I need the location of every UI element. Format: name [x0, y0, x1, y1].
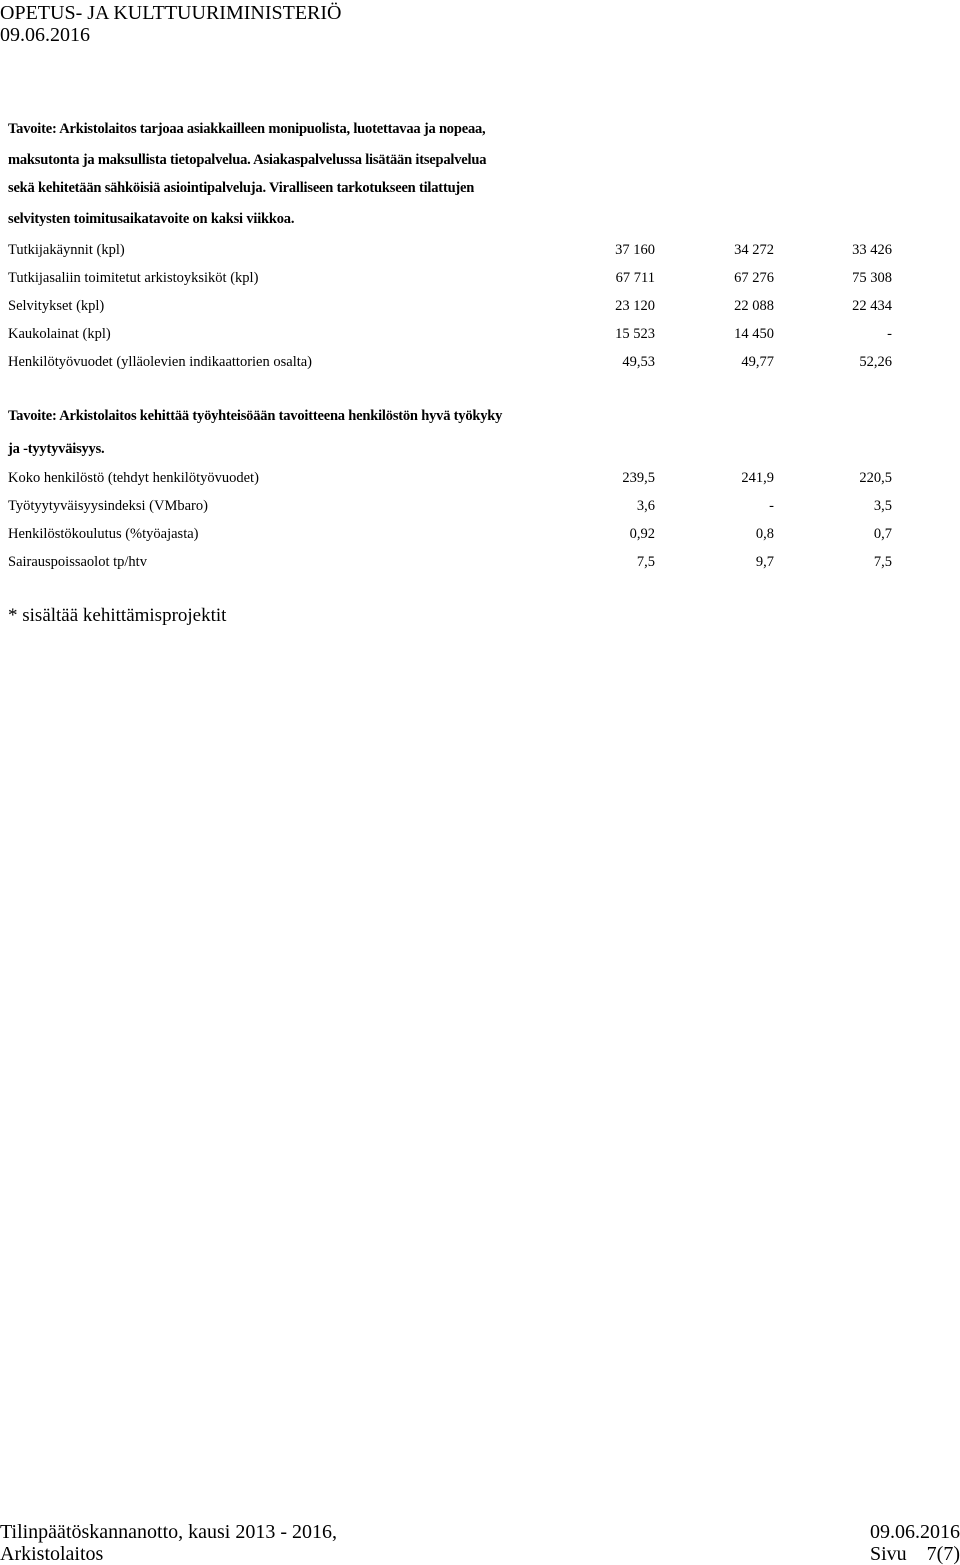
- row-value: 23 120: [615, 298, 655, 314]
- row-value: 52,26: [859, 354, 892, 370]
- row-label: Selvitykset (kpl): [8, 298, 105, 314]
- row-value: 22 088: [734, 298, 774, 314]
- row-value: 15 523: [615, 326, 655, 342]
- row-value: 22 434: [852, 298, 892, 314]
- row-value: -: [769, 498, 774, 514]
- row-value: 0,92: [629, 526, 655, 542]
- row-value: 3,5: [873, 498, 892, 514]
- row-value: 7,5: [873, 554, 892, 570]
- row-value: 75 308: [852, 270, 892, 286]
- row-value: 67 276: [734, 270, 774, 286]
- goal-1-line: Tavoite: Arkistolaitos tarjoaa asiakkailleen monipuolista, luotettavaa ja nopeaa,: [8, 121, 486, 137]
- table-row: [8, 552, 892, 572]
- row-value: 0,7: [873, 526, 892, 542]
- row-value: 37 160: [615, 242, 655, 258]
- row-value: 14 450: [734, 326, 774, 342]
- header-date: 09.06.2016: [0, 24, 90, 46]
- footer-organization: Arkistolaitos: [0, 1543, 104, 1565]
- goal-1-line: maksutonta ja maksullista tietopalvelua. Asiakaspalvelussa lisätään itsepalvelua: [8, 152, 487, 168]
- row-value: 34 272: [734, 242, 774, 258]
- table-row: [8, 524, 892, 544]
- table-row: [8, 352, 892, 372]
- footer-date: 09.06.2016: [870, 1521, 960, 1543]
- row-label: Kaukolainat (kpl): [8, 326, 111, 342]
- row-label: Koko henkilöstö (tehdyt henkilötyövuodet): [8, 470, 259, 486]
- row-value: 7,5: [636, 554, 655, 570]
- row-value: -: [887, 326, 892, 342]
- row-value: 3,6: [636, 498, 655, 514]
- page-number: 7(7): [926, 1543, 960, 1565]
- row-value: 0,8: [755, 526, 774, 542]
- goal-1-line: sekä kehitetään sähköisiä asiointipalveluja. Viralliseen tarkotukseen tilattujen: [8, 180, 475, 196]
- row-label: Henkilötyövuodet (ylläolevien indikaattorien osalta): [8, 354, 313, 370]
- table-row: [8, 240, 892, 260]
- row-label: Tutkijakäynnit (kpl): [8, 242, 125, 258]
- footer-report-title: Tilinpäätöskannanotto, kausi 2013 - 2016,: [0, 1521, 338, 1543]
- table-row: [8, 296, 892, 316]
- goal-2-line: ja -tyytyväisyys.: [8, 441, 105, 457]
- row-label: Työtyytyväisyysindeksi (VMbaro): [8, 498, 208, 514]
- row-value: 33 426: [852, 242, 892, 258]
- goal-1-line: selvitysten toimitusaikatavoite on kaksi viikkoa.: [8, 211, 295, 227]
- table-row: [8, 324, 892, 344]
- footnote: * sisältää kehittämisprojektit: [8, 605, 227, 626]
- row-value: 239,5: [622, 470, 655, 486]
- row-value: 67 711: [615, 270, 655, 286]
- goal-2-line: Tavoite: Arkistolaitos kehittää työyhteisöään tavoitteena henkilöstön hyvä työkyky: [8, 408, 503, 424]
- table-row: [8, 496, 892, 516]
- row-value: 241,9: [741, 470, 774, 486]
- table-row: [8, 268, 892, 288]
- table-row: [8, 468, 892, 488]
- page-indicator: [870, 1543, 960, 1565]
- row-label: Henkilöstökoulutus (%työajasta): [8, 526, 199, 542]
- row-value: 220,5: [859, 470, 892, 486]
- row-value: 49,77: [741, 354, 774, 370]
- row-value: 49,53: [622, 354, 655, 370]
- row-label: Sairauspoissaolot tp/htv: [8, 554, 147, 570]
- page-label: Sivu: [869, 1543, 907, 1565]
- row-label: Tutkijasaliin toimitetut arkistoyksiköt (kpl): [8, 270, 259, 286]
- ministry-title: OPETUS- JA KULTTUURIMINISTERIÖ: [0, 2, 342, 24]
- row-value: 9,7: [755, 554, 774, 570]
